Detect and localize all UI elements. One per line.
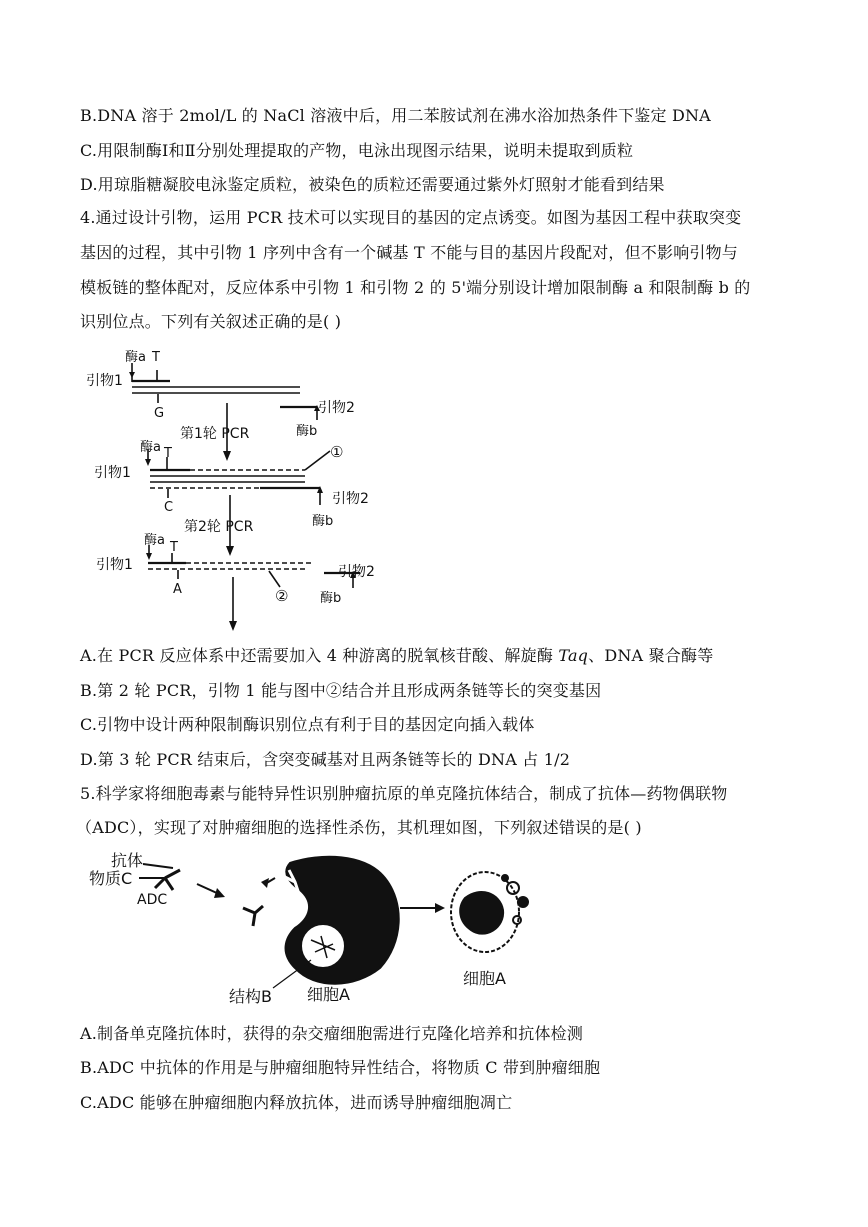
primer2-label-top: 引物2 bbox=[318, 400, 355, 416]
question-5-option-a: A.制备单克隆抗体时，获得的杂交瘤细胞需进行克隆化培养和抗体检测 bbox=[80, 1024, 584, 1043]
question-4-line-4: 识别位点。下列有关叙述正确的是( ) bbox=[80, 312, 342, 331]
adc-label: ADC bbox=[137, 892, 168, 908]
option-c-enzyme: C.用限制酶Ⅰ和Ⅱ分别处理提取的产物，电泳出现图示结果，说明未提取到质粒 bbox=[80, 141, 634, 160]
mark-1: ① bbox=[330, 443, 344, 461]
question-5-option-b: B.ADC 中抗体的作用是与肿瘤细胞特异性结合，将物质 C 带到肿瘤细胞 bbox=[80, 1058, 601, 1077]
question-5-option-c: C.ADC 能够在肿瘤细胞内释放抗体，进而诱导肿瘤细胞凋亡 bbox=[80, 1093, 513, 1112]
question-5-line-2: （ADC），实现了对肿瘤细胞的选择性杀伤，其机理如图，下列叙述错误的是( ) bbox=[76, 818, 642, 837]
enzyme-a-label-top: 酶a bbox=[125, 350, 146, 365]
cell-a-label-right: 细胞A bbox=[463, 969, 506, 988]
question-4-option-c: C.引物中设计两种限制酶识别位点有利于目的基因定向插入载体 bbox=[80, 715, 535, 734]
base-g-label: G bbox=[154, 406, 165, 421]
substance-c-label: 物质C bbox=[89, 869, 133, 888]
base-t-label-r1: T bbox=[164, 446, 172, 461]
question-4-line-1: 4.通过设计引物，运用 PCR 技术可以实现目的基因的定点诱变。如图为基因工程中获取突变 bbox=[80, 208, 742, 227]
structure-b-label: 结构B bbox=[229, 987, 272, 1006]
enzyme-b-label-r1: 酶b bbox=[312, 514, 334, 529]
antibody-label: 抗体 bbox=[111, 851, 144, 870]
question-4-line-3: 模板链的整体配对，反应体系中引物 1 和引物 2 的 5'端分别设计增加限制酶 a 和限制酶 b 的 bbox=[80, 278, 751, 297]
primer1-label-r1: 引物1 bbox=[94, 465, 131, 481]
adc-mechanism-diagram bbox=[85, 848, 555, 1008]
base-t-label-r2: T bbox=[170, 540, 178, 555]
option-d-gel: D.用琼脂糖凝胶电泳鉴定质粒，被染色的质粒还需要通过紫外灯照射才能看到结果 bbox=[80, 175, 665, 194]
pcr-mutagenesis-diagram bbox=[80, 345, 400, 635]
base-c-label: C bbox=[164, 500, 174, 515]
mark-2: ② bbox=[275, 587, 289, 605]
base-a-label: A bbox=[173, 582, 182, 597]
primer2-label-r1: 引物2 bbox=[332, 491, 369, 507]
enzyme-a-label-r2: 酶a bbox=[144, 533, 165, 548]
question-4-option-b: B.第 2 轮 PCR，引物 1 能与图中②结合并且形成两条链等长的突变基因 bbox=[80, 681, 602, 700]
primer2-label-r2: 引物2 bbox=[338, 564, 375, 580]
question-5-line-1: 5.科学家将细胞毒素与能特异性识别肿瘤抗原的单克隆抗体结合，制成了抗体—药物偶联物 bbox=[80, 784, 728, 803]
cell-a-label-left: 细胞A bbox=[307, 985, 350, 1004]
enzyme-b-label-r2: 酶b bbox=[320, 591, 342, 606]
enzyme-b-label-top: 酶b bbox=[296, 424, 318, 439]
round1-label: 第1轮 PCR bbox=[180, 426, 250, 442]
round2-label: 第2轮 PCR bbox=[184, 519, 254, 535]
question-4-option-a: A.在 PCR 反应体系中还需要加入 4 种游离的脱氧核苷酸、解旋酶 Taq、DNA 聚合酶等 bbox=[80, 646, 714, 665]
question-4-line-2: 基因的过程，其中引物 1 序列中含有一个碱基 T 不能与目的基因片段配对，但不影响引物与 bbox=[80, 243, 738, 262]
base-t-label-top: T bbox=[152, 350, 160, 365]
enzyme-a-label-r1: 酶a bbox=[140, 440, 161, 455]
question-4-option-d: D.第 3 轮 PCR 结束后，含突变碱基对且两条链等长的 DNA 占 1/2 bbox=[80, 750, 571, 769]
primer1-label-top: 引物1 bbox=[86, 373, 123, 389]
option-b-dna: B.DNA 溶于 2mol/L 的 NaCl 溶液中后，用二苯胺试剂在沸水浴加热条件下鉴定 DNA bbox=[80, 106, 711, 125]
primer1-label-r2: 引物1 bbox=[96, 557, 133, 573]
